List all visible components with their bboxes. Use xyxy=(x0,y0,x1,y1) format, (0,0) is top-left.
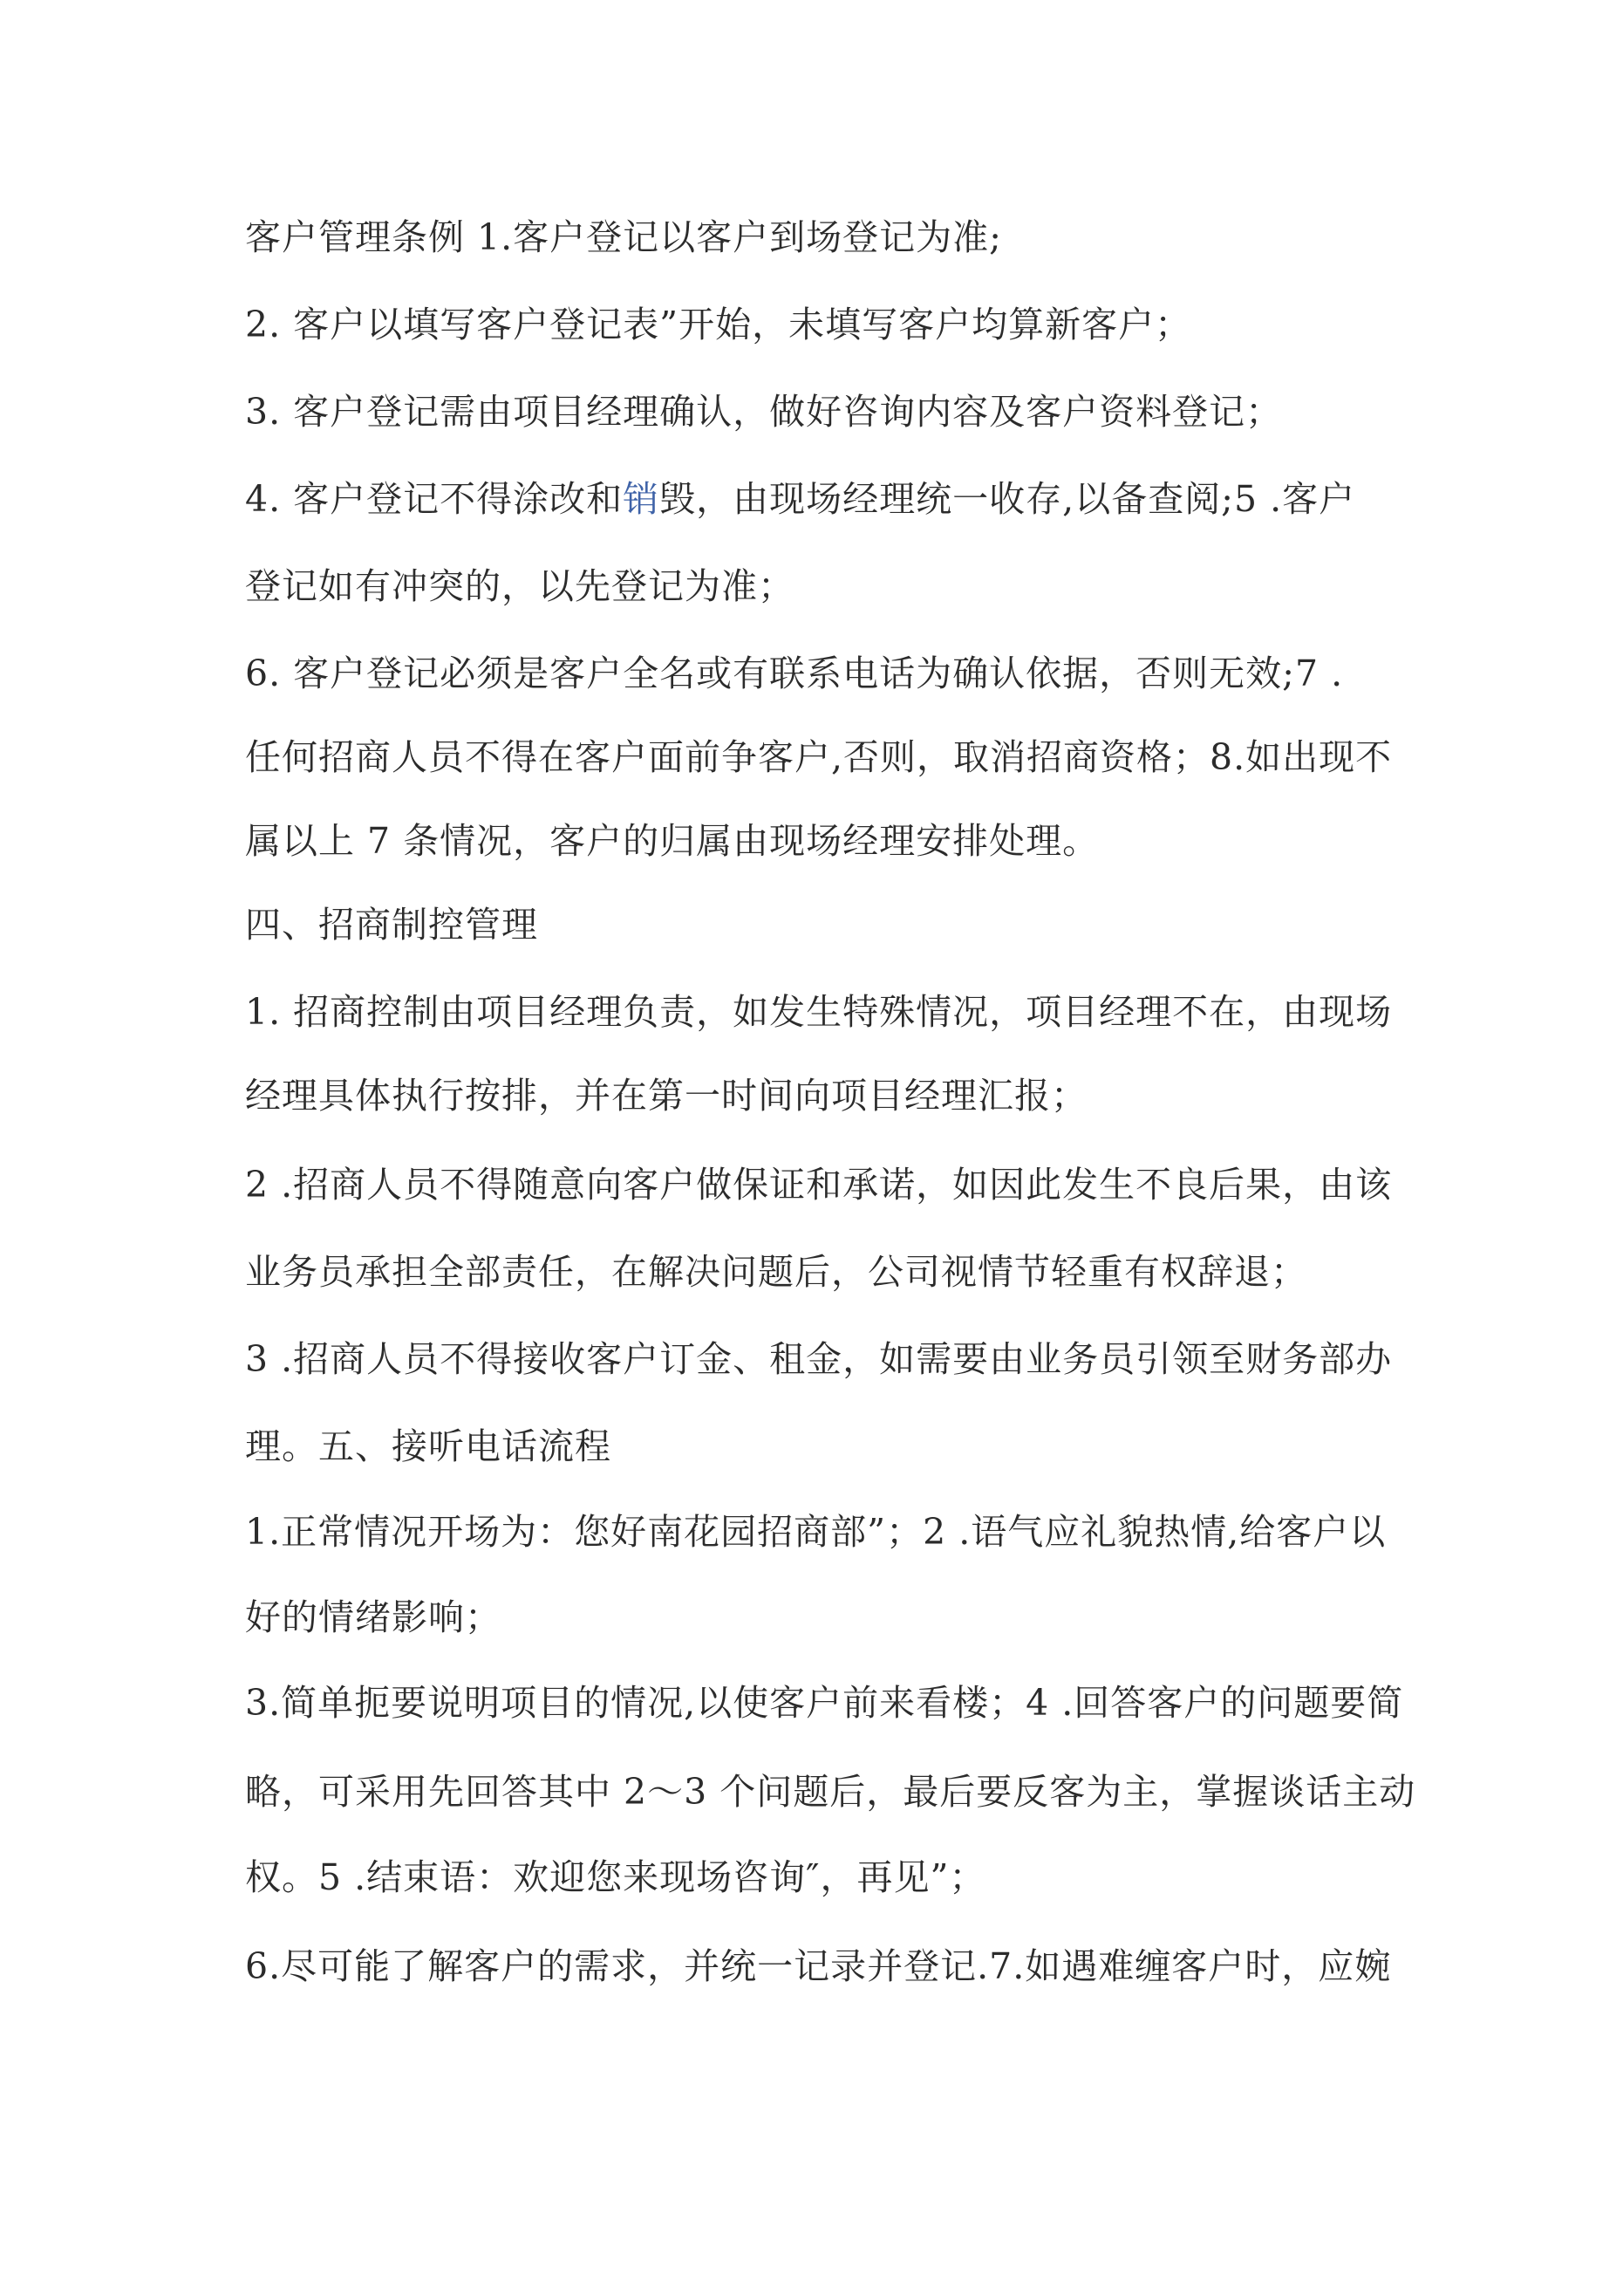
text-line-8: 属以上 7 条情况，客户的归属由现场经理安排处理。 xyxy=(245,820,1100,862)
text-line-3: 3. 客户登记需由项目经理确认，做好咨询内容及客户资料登记； xyxy=(245,391,1283,433)
text-line-18: 3.简单扼要说明项目的情况,以使客户前来看楼；4 .回答客户的问题要简 xyxy=(245,1682,1404,1724)
text-line-14: 3 .招商人员不得接收客户订金、租金，如需要由业务员引领至财务部办 xyxy=(245,1338,1393,1380)
text-line-15: 理。五、接听电话流程 xyxy=(245,1425,611,1467)
text-line-11: 经理具体执行按排，并在第一时间向项目经理汇报； xyxy=(245,1075,1088,1117)
text-line-7: 任何招商人员不得在客户面前争客户,否则，取消招商资格；8.如出现不 xyxy=(245,736,1393,778)
highlighted-character: 销 xyxy=(623,478,660,520)
text-line-4 xyxy=(245,475,1405,523)
text-line-2: 2. 客户以填写客户登记表”开始，未填写客户均算新客户； xyxy=(245,304,1192,345)
text-line-6: 6. 客户登记必须是客户全名或有联系电话为确认依据，否则无效;7 . xyxy=(245,653,1344,694)
text-line-5: 登记如有冲突的，以先登记为准； xyxy=(245,565,794,607)
text-line-10: 1. 招商控制由项目经理负责，如发生特殊情况，项目经理不在，由现场 xyxy=(245,991,1393,1033)
text-line-16: 1.正常情况开场为：您好南花园招商部”；2 .语气应礼貌热情,给客户以 xyxy=(245,1511,1387,1553)
text-line-4-part-1: 4. 客户登记不得涂改和 xyxy=(245,478,624,520)
text-line-19: 略，可采用先回答其中 2〜3 个问题后，最后要反客为主，掌握谈话主动 xyxy=(245,1771,1416,1813)
text-line-20: 权。5 .结束语：欢迎您来现场咨询″，再见”； xyxy=(245,1856,986,1898)
section-heading-4: 四、招商制控管理 xyxy=(245,904,538,946)
text-line-21: 6.尽可能了解客户的需求，并统一记录并登记.7.如遇难缠客户时，应婉 xyxy=(245,1945,1392,1987)
text-line-4-part-2: 毁，由现场经理统一收存,以备查阅;5 .客户 xyxy=(659,478,1356,520)
text-line-1: 客户管理条例 1.客户登记以客户到场登记为准; xyxy=(245,216,1002,258)
text-line-12: 2 .招商人员不得随意向客户做保证和承诺，如因此发生不良后果，由该 xyxy=(245,1164,1393,1206)
text-line-13: 业务员承担全部责任，在解决问题后，公司视情节轻重有权辞退； xyxy=(245,1251,1307,1293)
text-line-17: 好的情绪影响； xyxy=(245,1596,501,1638)
